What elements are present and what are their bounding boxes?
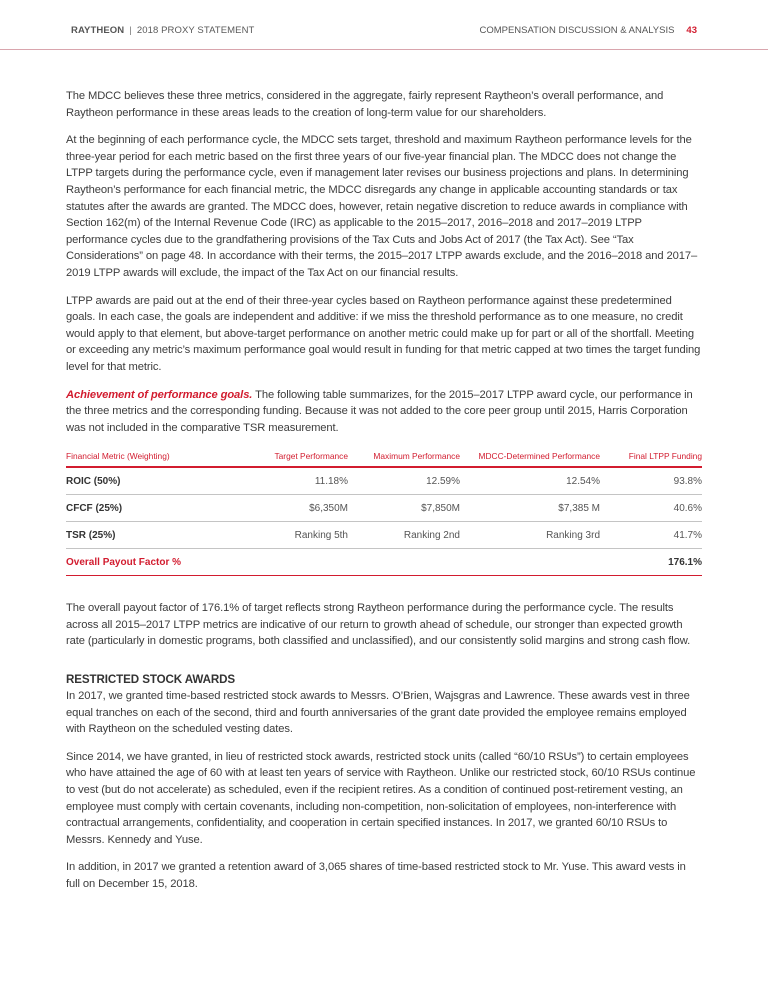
paragraph-retention-award: In addition, in 2017 we granted a retention award of 3,065 shares of time-based restricted stock to Mr. Yuse. This award vests in full on December 15, 2018. [66,861,686,890]
table-row [66,522,702,549]
maximum-cell: Ranking 2nd [348,522,460,549]
paragraph-performance-levels: At the beginning of each performance cycle, the MDCC sets target, threshold and maximum Raytheon performance levels for the three-year period for each metric based on the first three years of our five-year financial plan. The MDCC does not change the LTPP targets during the performance cycle, even if management later revises our business projections and plans. In determining Raytheon’s performance for each financial metric, the MDCC disregards any change in applicable accounting standards or tax statutes after the awards are granted. The MDCC does, however, retain negative discretion to reduce awards in compliance with Section 162(m) of the Internal Revenue Code (IRC) as applicable to the 2015–2017, 2016–2018 and 2017–2019 LTPP performance cycles due to the grandfathering provisions of the Tax Cuts and Jobs Act of 2017 (the Tax Act). See “Tax Considerations” on page 48. In accordance with their terms, the 2015–2017 LTPP awards exclude, and the 2016–2018 and 2017–2019 LTPP awards will exclude, the impact of the Tax Act on our financial results. [66,134,698,279]
metric-cell: CFCF (25%) [66,495,256,522]
col-header-metric: Financial Metric (Weighting) [66,451,256,467]
header-left [71,25,254,36]
ltpp-performance-table [66,451,702,576]
section-heading-restricted-stock: RESTRICTED STOCK AWARDS [66,673,236,687]
paragraph-achievement [66,387,702,437]
col-header-maximum: Maximum Performance [348,451,460,467]
document-title: 2018 PROXY STATEMENT [136,25,255,36]
empty-cell [348,549,460,576]
page-number: 43 [686,25,697,36]
paragraph-metrics-rationale: The MDCC believes these three metrics, considered in the aggregate, fairly represent Raytheon’s overall performance, and Raytheon performance in these areas leads to the creation of long-term value for our shareholders. [66,90,664,119]
section-title: COMPENSATION DISCUSSION & ANALYSIS [479,25,675,36]
empty-cell [460,549,600,576]
table-header-row [66,451,702,467]
table-row [66,495,702,522]
brand-name: RAYTHEON [71,25,125,36]
funding-cell: 93.8% [600,467,702,495]
metric-cell: TSR (25%) [66,522,256,549]
target-cell: $6,350M [256,495,348,522]
paragraph-restricted-stock: In 2017, we granted time-based restricted stock awards to Messrs. O’Brien, Wajsgras and Lawrence. These awards vest in three equal tranches on each of the second, third and fourth anniversaries of the grant date provided the employee remains employed with Raytheon on the scheduled vesting dates. [66,690,690,736]
achievement-run-in-heading: Achievement of performance goals. [66,388,253,401]
achievement-text: The following table summarizes, for the 2015–2017 LTPP award cycle, our performance in the three metrics and the corresponding funding. Because it was not added to the core peer group until 2015, Harris Corporation was not included in the comparative TSR measurement. [66,388,693,434]
mdcc-cell: Ranking 3rd [460,522,600,549]
funding-cell: 41.7% [600,522,702,549]
target-cell: 11.18% [256,467,348,495]
target-cell: Ranking 5th [256,522,348,549]
page-body [66,88,702,904]
funding-cell: 40.6% [600,495,702,522]
table-total-row [66,549,702,576]
total-value: 176.1% [600,549,702,576]
col-header-mdcc: MDCC-Determined Performance [460,451,600,467]
paragraph-payout-factor: The overall payout factor of 176.1% of target reflects strong Raytheon performance during the performance cycle. The results across all 2015–2017 LTPP metrics are indicative of our return to growth ahead of schedule, our stronger than expected growth rate (particularly in domestic programs, both classified and unclassified), and our consistently solid margins and strong cash flow. [66,602,691,648]
empty-cell [256,549,348,576]
col-header-final-funding: Final LTPP Funding [600,451,702,467]
header-separator: | [129,25,132,36]
mdcc-cell: 12.54% [460,467,600,495]
maximum-cell: $7,850M [348,495,460,522]
maximum-cell: 12.59% [348,467,460,495]
col-header-target: Target Performance [256,451,348,467]
paragraph-rsus: Since 2014, we have granted, in lieu of restricted stock awards, restricted stock units (called “60/10 RSUs”) to certain employees who have attained the age of 60 with at least ten years of service with Raytheon. Unlike our restricted stock, 60/10 RSUs continue to vest (but do not accelerate) as scheduled, even if the recipient retires. As a condition of continued post-retirement vesting, an employee must comply with certain covenants, including non-competition, non-solicitation of employees, non-interference with contractual arrangements, confidentiality, and cooperation in certain specified instances. In 2017, we granted 60/10 RSUs to Messrs. Kennedy and Yuse. [66,750,696,846]
paragraph-payout: LTPP awards are paid out at the end of their three-year cycles based on Raytheon performance against these predetermined goals. In each case, the goals are independent and additive: if we miss the threshold performance as to one measure, no credit would apply to that element, but above-target performance on another metric could make up for part or all of the shortfall. Meeting or exceeding any metric’s maximum performance goal would result in funding for that metric capped at two times the target funding level for that metric. [66,294,701,373]
total-label: Overall Payout Factor % [66,549,256,576]
mdcc-cell: $7,385 M [460,495,600,522]
table-row [66,467,702,495]
header-right [479,25,697,36]
page-header [0,0,768,50]
metric-cell: ROIC (50%) [66,467,256,495]
